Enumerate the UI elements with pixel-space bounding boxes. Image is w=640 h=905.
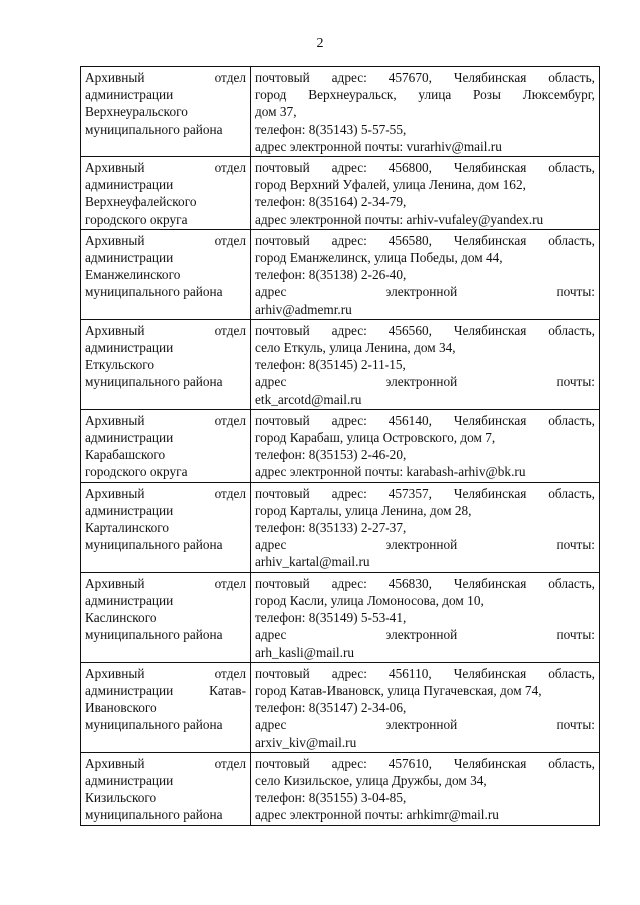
email-line[interactable]: адрес электронной почты: vurarhiv@mail.ru xyxy=(255,138,502,154)
contact-line: город Карабаш, улица Островского, дом 7, xyxy=(255,430,496,446)
contact-line: город Верхний Уфалей, улица Ленина, дом 162, xyxy=(255,177,526,193)
contact-line: город Карталы, улица Ленина, дом 28, xyxy=(255,502,472,518)
archive-name-cell xyxy=(81,662,251,752)
archive-name-line: Архивный отдел xyxy=(85,160,246,176)
contact-line: адрес электронной почты: xyxy=(255,374,595,390)
archive-name-line: Ивановского xyxy=(85,700,157,716)
contact-line: адрес электронной почты: xyxy=(255,284,595,300)
archive-name-line: Кизильского xyxy=(85,790,157,806)
archive-name-line: муниципального района xyxy=(85,537,223,553)
email-line[interactable]: адрес электронной почты: arhkimr@mail.ru xyxy=(255,807,499,823)
email-line[interactable]: arhiv@admemr.ru xyxy=(255,301,352,317)
table-row xyxy=(81,229,600,319)
contact-line: телефон: 8(35138) 2-26-40, xyxy=(255,267,407,283)
email-line[interactable]: адрес электронной почты: arhiv-vufaley@yandex.ru xyxy=(255,211,544,227)
archive-name-line: Архивный отдел xyxy=(85,322,246,338)
contact-line: село Кизильское, улица Дружбы, дом 34, xyxy=(255,772,487,788)
archive-name-line: муниципального района xyxy=(85,717,223,733)
table-row xyxy=(81,67,600,157)
archive-contacts-cell xyxy=(251,662,600,752)
archive-name-line: администрации xyxy=(85,502,174,518)
archive-name-cell xyxy=(81,572,251,662)
archive-name-line: Архивный отдел xyxy=(85,485,246,501)
email-line[interactable]: etk_arcotd@mail.ru xyxy=(255,391,362,407)
table-row xyxy=(81,157,600,230)
contact-line: телефон: 8(35143) 5-57-55, xyxy=(255,121,407,137)
contact-line: почтовый адрес: 456830, Челябинская область, xyxy=(255,575,595,591)
archive-name-line: городского округа xyxy=(85,211,188,227)
contact-line: телефон: 8(35149) 5-53-41, xyxy=(255,610,407,626)
table-row xyxy=(81,752,600,825)
archive-name-cell xyxy=(81,409,251,482)
archive-name-line: городского округа xyxy=(85,464,188,480)
contact-line: почтовый адрес: 456110, Челябинская область, xyxy=(255,665,595,681)
archive-name-line: Карталинского xyxy=(85,520,170,536)
archive-name-line: Каслинского xyxy=(85,610,157,626)
archive-name-line: администрации xyxy=(85,430,174,446)
contact-line: адрес электронной почты: xyxy=(255,627,595,643)
contact-line: почтовый адрес: 456140, Челябинская область, xyxy=(255,412,595,428)
archive-contacts-cell xyxy=(251,409,600,482)
table-row xyxy=(81,409,600,482)
archive-name-line: администрации xyxy=(85,592,174,608)
archive-contacts-cell xyxy=(251,572,600,662)
archives-table-body xyxy=(81,67,600,826)
archive-name-cell xyxy=(81,482,251,572)
contact-line: почтовый адрес: 457670, Челябинская область, xyxy=(255,70,595,85)
contact-line: телефон: 8(35153) 2-46-20, xyxy=(255,447,407,463)
archive-name-line: администрации xyxy=(85,772,174,788)
contact-line: город Еманжелинск, улица Победы, дом 44, xyxy=(255,250,503,266)
archive-name-line: Еткульского xyxy=(85,357,155,373)
archive-name-cell xyxy=(81,67,251,157)
archive-name-cell xyxy=(81,229,251,319)
contact-line: телефон: 8(35164) 2-34-79, xyxy=(255,194,407,210)
contact-line: телефон: 8(35145) 2-11-15, xyxy=(255,357,406,373)
archive-name-line: администрации Катав- xyxy=(85,682,246,698)
contact-line: почтовый адрес: 456580, Челябинская область, xyxy=(255,232,595,248)
contact-line: город Катав-Ивановск, улица Пугачевская, дом 74, xyxy=(255,682,542,698)
archive-name-cell xyxy=(81,319,251,409)
archive-name-line: Архивный отдел xyxy=(85,232,246,248)
table-row xyxy=(81,662,600,752)
contact-line: село Еткуль, улица Ленина, дом 34, xyxy=(255,340,456,356)
archive-name-line: Верхнеуральского xyxy=(85,104,188,120)
email-line[interactable]: arhiv_kartal@mail.ru xyxy=(255,554,370,570)
archive-contacts-cell xyxy=(251,752,600,825)
archive-contacts-cell xyxy=(251,229,600,319)
contact-line: телефон: 8(35133) 2-27-37, xyxy=(255,520,407,536)
contact-line: адрес электронной почты: xyxy=(255,717,595,733)
archive-name-line: Архивный отдел xyxy=(85,665,246,681)
archive-contacts-cell xyxy=(251,157,600,230)
archive-name-line: Верхнеуфалейского xyxy=(85,194,197,210)
contact-line: адрес электронной почты: xyxy=(255,537,595,553)
archive-name-line: Еманжелинского xyxy=(85,267,181,283)
archive-name-cell xyxy=(81,752,251,825)
archive-name-line: администрации xyxy=(85,340,174,356)
contact-line: почтовый адрес: 457610, Челябинская область, xyxy=(255,755,595,771)
contact-line: дом 37, xyxy=(255,104,297,120)
archive-name-line: муниципального района xyxy=(85,284,223,300)
contact-line: почтовый адрес: 457357, Челябинская область, xyxy=(255,485,595,501)
contact-line: телефон: 8(35147) 2-34-06, xyxy=(255,700,407,716)
table-row xyxy=(81,482,600,572)
page-number: 2 xyxy=(316,36,324,51)
archive-name-line: муниципального района xyxy=(85,807,223,823)
email-line[interactable]: адрес электронной почты: karabash-arhiv@bk.ru xyxy=(255,464,526,480)
contact-line: город Касли, улица Ломоносова, дом 10, xyxy=(255,592,484,608)
archive-name-line: администрации xyxy=(85,87,174,103)
archive-name-line: администрации xyxy=(85,250,174,266)
archive-name-cell xyxy=(81,157,251,230)
table-row xyxy=(81,319,600,409)
archive-contacts-cell xyxy=(251,482,600,572)
archive-contacts-cell xyxy=(251,319,600,409)
archive-contacts-cell xyxy=(251,67,600,157)
archive-name-line: муниципального района xyxy=(85,374,223,390)
contact-line: почтовый адрес: 456800, Челябинская область, xyxy=(255,160,595,176)
contact-line: телефон: 8(35155) 3-04-85, xyxy=(255,790,407,806)
archive-name-line: Архивный отдел xyxy=(85,755,246,771)
archive-name-line: муниципального района xyxy=(85,627,223,643)
email-line[interactable]: arh_kasli@mail.ru xyxy=(255,644,355,660)
archive-name-line: Архивный отдел xyxy=(85,412,246,428)
archives-table xyxy=(80,66,600,826)
archive-name-line: Архивный отдел xyxy=(85,575,246,591)
contact-line: город Верхнеуральск, улица Розы Люксембург, xyxy=(255,87,595,103)
table-row xyxy=(81,572,600,662)
archive-name-line: муниципального района xyxy=(85,121,223,137)
contact-line: почтовый адрес: 456560, Челябинская область, xyxy=(255,322,595,338)
archive-name-line: Карабашского xyxy=(85,447,166,463)
archive-name-line: администрации xyxy=(85,177,174,193)
email-line[interactable]: arxiv_kiv@mail.ru xyxy=(255,734,357,750)
archive-name-line: Архивный отдел xyxy=(85,70,246,85)
